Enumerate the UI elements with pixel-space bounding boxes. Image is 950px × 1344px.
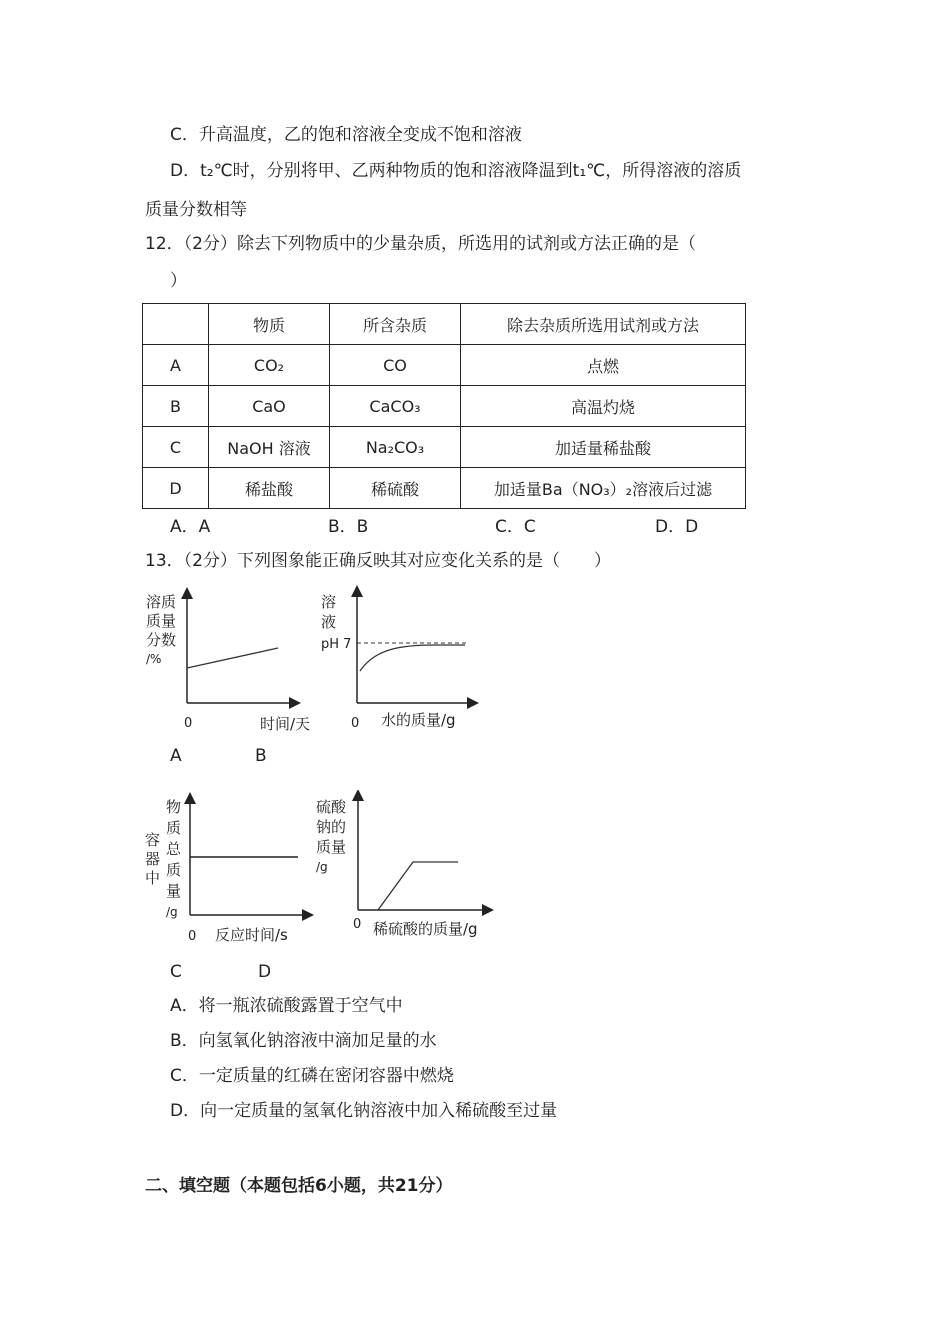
q13-option-a: A．将一瓶浓硫酸露置于空气中 [170,996,403,1016]
ylabel-right: 质 [166,819,182,837]
ylabel-line: 溶质 [146,593,177,611]
row-impurity: CO [330,345,461,386]
ylabel-right: 质 [166,861,182,879]
table-header-substance: 物质 [209,304,330,345]
ylabel-line: 质量 [316,838,347,856]
section-heading: 二、填空题（本题包括6小题，共21分） [145,1176,453,1196]
ylabel-line: 硫酸 [316,798,347,816]
data-line [378,862,458,910]
row-impurity: 稀硫酸 [330,468,461,509]
ylabel-right: 总 [166,840,182,858]
ylabel-line: 液 [321,613,337,631]
graph-a [140,585,310,740]
ph7-label: pH 7 [321,637,352,652]
q11-option-c: C．升高温度，乙的饱和溶液全变成不饱和溶液 [170,125,522,145]
row-label: B [143,386,209,427]
origin-label: 0 [353,917,362,932]
table-header-blank [143,304,209,345]
graph-c-caption: C [170,962,182,982]
row-label: A [143,345,209,386]
q12-table [142,303,746,509]
ylabel-right: 物 [166,798,182,816]
ylabel-left: 中 [145,869,161,887]
graph-c [140,790,325,950]
graph-d [310,790,500,950]
table-header-method: 除去杂质所选用试剂或方法 [461,304,746,345]
row-method: 点燃 [461,345,746,386]
row-substance: 稀盐酸 [209,468,330,509]
q12-stem: 12．（2分）除去下列物质中的少量杂质，所选用的试剂或方法正确的是（ [145,234,696,254]
q12-choice-c: C．C [495,517,536,537]
ylabel-left: 容 [145,831,161,849]
ylabel-unit: /g [166,905,178,919]
q12-choice-a: A．A [170,517,211,537]
row-substance: CO₂ [209,345,330,386]
table-header-impurity: 所含杂质 [330,304,461,345]
row-substance: NaOH 溶液 [209,427,330,468]
table-row [143,386,746,427]
ylabel-unit: /% [146,652,162,666]
origin-label: 0 [188,929,197,944]
row-method: 加适量稀盐酸 [461,427,746,468]
data-line [187,648,278,668]
row-impurity: CaCO₃ [330,386,461,427]
ylabel-line: 溶 [321,593,337,611]
xlabel: 水的质量/g [381,711,456,729]
xlabel: 稀硫酸的质量/g [373,920,478,938]
row-substance: CaO [209,386,330,427]
row-label: D [143,468,209,509]
table-header-row [143,304,746,345]
row-label: C [143,427,209,468]
row-impurity: Na₂CO₃ [330,427,461,468]
table-row [143,468,746,509]
xlabel: 时间/天 [260,715,310,733]
ylabel-line: 钠的 [316,818,347,836]
q13-stem: 13．（2分）下列图象能正确反映其对应变化关系的是（ ） [145,551,611,571]
q13-option-d: D．向一定质量的氢氧化钠溶液中加入稀硫酸至过量 [170,1101,558,1121]
ylabel-line: 分数 [146,631,177,649]
ylabel-line: 质量 [146,612,177,630]
origin-label: 0 [184,716,193,731]
q11-option-d-continued: 质量分数相等 [145,200,247,220]
table-row [143,345,746,386]
graph-d-caption: D [258,962,272,982]
q12-choice-d: D．D [655,517,699,537]
ylabel-left: 器 [145,850,161,868]
graph-b [315,585,490,740]
ylabel-right: 量 [166,882,182,900]
data-curve [360,645,465,671]
q13-option-c: C．一定质量的红磷在密闭容器中燃烧 [170,1066,454,1086]
graph-a-caption: A [170,746,182,766]
origin-label: 0 [351,716,360,731]
row-method: 加适量Ba（NO₃）₂溶液后过滤 [461,468,746,509]
graph-b-caption: B [255,746,267,766]
table-row [143,427,746,468]
row-method: 高温灼烧 [461,386,746,427]
q12-stem-close: ） [170,271,187,291]
xlabel: 反应时间/s [215,926,288,944]
q12-choice-b: B．B [328,517,369,537]
q13-option-b: B．向氢氧化钠溶液中滴加足量的水 [170,1031,437,1051]
q11-option-d: D．t₂℃时，分别将甲、乙两种物质的饱和溶液降温到t₁℃，所得溶液的溶质 [170,161,742,181]
ylabel-unit: /g [316,860,328,874]
